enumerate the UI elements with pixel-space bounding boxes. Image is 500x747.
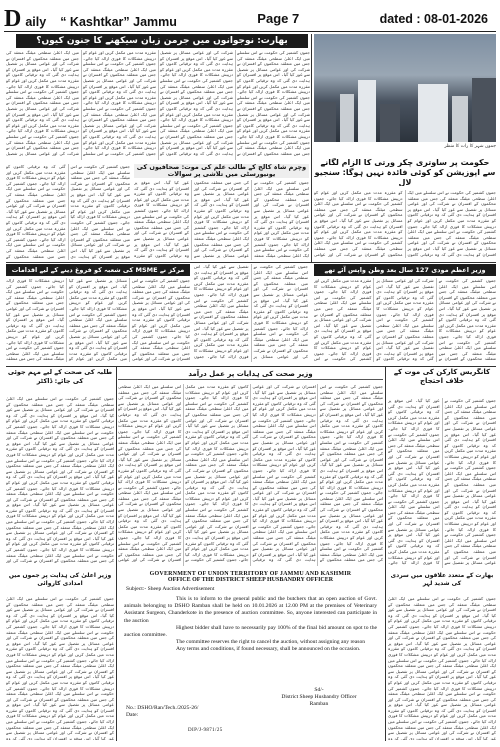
masthead [4, 6, 496, 32]
notice-paragraph-4: Any terms and conditions, if found necessary, shall be announced on the occasion. [176, 646, 361, 653]
article-students-body: جموں کشمیر کی حکومت نے اس سلسلے میں ایک اعلیٰ سطحی میٹنگ منعقد کی جس میں متعلقہ محکموں کے افسران نے شرکت کی اور عوامی مسائل پر تفصیل سے غور کیا گیا۔ اس موقع پر افسران کو ہدایت دی گئی کہ وہ ترقیاتی کاموں کو مقررہ مدت میں مکمل کریں اور عوام کو درپیش مشکلات کا فوری ازالہ کیا جائے۔ جموں کشمیر کی حکومت نے اس سلسلے میں ایک اعلیٰ سطحی میٹنگ منعقد کی جس میں متعلقہ محکموں کے افسران نے شرکت کی اور عوامی مسائل پر تفصیل سے غور کیا گیا۔ اس موقع پر افسران کو ہدایت دی گئی کہ وہ ترقیاتی کاموں کو مقررہ مدت میں مکمل کریں اور عوام کو درپیش مشکلات کا فوری ازالہ کیا جائے۔ جموں کشمیر کی حکومت نے اس سلسلے میں ایک اعلیٰ سطحی میٹنگ منعقد کی جس میں متعلقہ محکموں کے افسران نے شرکت کی اور عوامی مسائل پر تفصیل سے غور کیا گیا۔ اس موقع پر افسران کو ہدایت دی گئی کہ وہ ترقیاتی کاموں کو مقررہ مدت میں مکمل کریں اور عوام کو درپیش مشکلات کا فوری ازالہ کیا جائے۔ جموں کشمیر کی حکومت نے اس سلسلے میں ایک اعلیٰ سطحی میٹنگ منعقد کی جس میں متعلقہ محکموں کے افسران نے شرکت کی اور عوامی مسائل پر تفصیل سے غور کیا گیا۔ اس موقع پر افسران کو ہدایت دی گئی کہ وہ ترقیاتی کاموں کو مقررہ مدت میں مکمل کریں اور عوام کو درپیش مشکلات کا فوری ازالہ کیا جائے۔ جموں کشمیر کی حکومت نے اس سلسلے میں ایک اعلیٰ سطحی میٹنگ منعقد کی جس میں متعلقہ محکموں کے افسران نے شرکت کی اور عوامی مسائل پر تفصیل سے غور کیا گیا۔ اس موقع پر افسران کو ہدایت دی گئی کہ وہ ترقیاتی کاموں کو مقررہ مدت میں مکمل کریں اور عوام کو درپیش مشکلات کا فوری ازالہ کیا جائے۔ جموں کشمیر کی حکومت نے اس سلسلے میں ایک اعلیٰ سطحی میٹنگ منعقد کی جس میں متعلقہ محکموں کے افسران نے شرکت کی اور [6, 396, 114, 564]
notice-dip-number: DIP/J-9871/25 [188, 728, 223, 733]
article-left-small-body: جموں کشمیر کی حکومت نے اس سلسلے میں ایک اعلیٰ سطحی میٹنگ منعقد کی جس میں متعلقہ محکموں کے افسران نے شرکت کی اور عوامی مسائل پر تفصیل سے غور کیا گیا۔ اس موقع پر افسران کو ہدایت دی گئی کہ وہ ترقیاتی کاموں کو مقررہ مدت میں مکمل کریں اور عوام کو درپیش مشکلات کا فوری ازالہ کیا جائے۔ جموں کشمیر کی حکومت نے اس سلسلے میں ایک اعلیٰ سطحی میٹنگ منعقد کی جس میں متعلقہ محکموں کے افسران نے شرکت کی اور عوامی مسائل پر تفصیل سے غور کیا گیا۔ اس موقع پر افسران کو ہدایت دی گئی کہ وہ ترقیاتی کاموں کو مقررہ مدت میں مکمل کریں اور عوام کو درپیش مشکلات کا فوری ازالہ کیا جائے۔ جموں کشمیر کی حکومت نے اس سلسلے میں ایک اعلیٰ سطحی میٹنگ منعقد کی جس میں متعلقہ محکموں کے افسران نے شرکت کی اور عوامی مسائل پر تفصیل سے غور کیا گیا۔ اس موقع پر افسران کو ہدایت دی گئی کہ وہ ترقیاتی کاموں کو مقررہ مدت میں مکمل کریں اور عوام کو درپیش مشکلات کا فوری ازالہ کیا جائے۔ جموں کشمیر کی حکومت نے اس سلسلے میں ایک اعلیٰ سطحی میٹنگ منعقد کی جس میں متعلقہ محکموں کے [6, 164, 130, 259]
article-lead-body: جموں کشمیر کی حکومت نے اس سلسلے میں ایک اعلیٰ سطحی میٹنگ منعقد کی جس میں متعلقہ محکموں کے افسران نے شرکت کی اور عوامی مسائل پر تفصیل سے غور کیا گیا۔ اس موقع پر افسران کو ہدایت دی گئی کہ وہ ترقیاتی کاموں کو مقررہ مدت میں مکمل کریں اور عوام کو درپیش مشکلات کا فوری ازالہ کیا جائے۔ جموں کشمیر کی حکومت نے اس سلسلے میں ایک اعلیٰ سطحی میٹنگ منعقد کی جس میں متعلقہ محکموں کے افسران نے شرکت کی اور عوامی مسائل پر تفصیل سے غور کیا گیا۔ اس موقع پر افسران کو ہدایت دی گئی کہ وہ ترقیاتی کاموں کو مقررہ مدت میں مکمل کریں اور عوام کو درپیش مشکلات کا فوری ازالہ کیا جائے۔ جموں کشمیر کی حکومت نے اس سلسلے میں ایک اعلیٰ سطحی میٹنگ منعقد کی جس میں متعلقہ محکموں کے افسران نے شرکت کی اور عوامی مسائل پر تفصیل سے غور کیا گیا۔ اس موقع پر افسران کو ہدایت دی گئی کہ وہ ترقیاتی کاموں کو مقررہ مدت میں مکمل کریں اور عوام کو درپیش مشکلات کا فوری ازالہ کیا جائے۔ جموں کشمیر کی حکومت نے اس سلسلے میں ایک اعلیٰ سطحی میٹنگ منعقد کی جس میں متعلقہ محکموں کے افسران نے شرکت کی اور عوامی مسائل پر تفصیل سے غور کیا گیا۔ اس موقع پر افسران کو ہدایت دی گئی کہ وہ ترقیاتی کاموں کو مقررہ مدت میں مکمل کریں اور عوام کو درپیش مشکلات کا فوری ازالہ کیا جائے۔ جموں کشمیر کی حکومت نے اس سلسلے میں ایک اعلیٰ سطحی میٹنگ منعقد کی جس میں متعلقہ محکموں کے افسران نے شرکت کی اور عوامی مسائل پر تفصیل سے غور کیا گیا۔ اس موقع پر افسران کو ہدایت دی گئی کہ وہ ترقیاتی کاموں کو مقررہ مدت میں مکمل کریں اور عوام کو درپیش مشکلات کا فوری ازالہ کیا جائے۔ جموں کشمیر کی حکومت نے اس سلسلے میں ایک اعلیٰ سطحی میٹنگ منعقد کی جس میں متعلقہ محکموں کے افسران نے شرکت کی اور عوامی مسائل پر تفصیل سے غور کیا گیا۔ اس موقع پر افسران کو ہدایت دی گئی کہ وہ ترقیاتی کاموں کو مقررہ مدت میں مکمل کریں اور عوام کو درپیش مشکلات کا فوری ازالہ کیا جائے۔ جموں کشمیر کی حکومت نے اس سلسلے میں ایک اعلیٰ سطحی میٹنگ منعقد کی جس میں متعلقہ محکموں کے افسران نے شرکت کی اور عوامی مسائل پر تفصیل سے غور کیا گیا۔ اس موقع پر افسران کو ہدایت دی گئی کہ وہ ترقیاتی کاموں کو مقررہ مدت میں مکمل کریں اور عوام کو درپیش مشکلات کا فوری ازالہ کیا جائے۔ جموں کشمیر کی حکومت نے اس سلسلے میں ایک اعلیٰ سطحی میٹنگ منعقد کی جس میں متعلقہ محکموں کے افسران نے شرکت کی اور عوامی مسائل پر تفصیل سے غور کیا گیا۔ اس موقع پر افسران کو ہدایت دی گئی کہ وہ ترقیاتی کاموں کو مقررہ مدت میں مکمل کریں اور عوام کو درپیش مشکلات کا فوری ازالہ کیا جائے۔ جموں کشمیر کی حکومت نے اس سلسلے میں ایک اعلیٰ سطحی میٹنگ منعقد کی جس میں متعلقہ محکموں کے افسران نے شرکت کی اور عوامی مسائل پر تفصیل سے غور کیا گیا۔ اس موقع پر افسران کو ہدایت دی گئی کہ وہ ترقیاتی کاموں کو مقررہ مدت میں مکمل کریں اور عوام کو درپیش مشکلات کا فوری ازالہ کیا جائے۔ جموں کشمیر کی حکومت نے اس سلسلے میں ایک اعلیٰ سطحی میٹنگ منعقد کی جس میں متعلقہ محکموں کے افسران نے شرکت کی اور عوامی مسائل پر تفصیل [6, 50, 310, 156]
headline-health: وزیر صحت کی ہدایات پر عمل درآمد [118, 368, 383, 380]
auction-notice [118, 571, 383, 739]
notice-date: Date: [126, 712, 139, 719]
notice-paragraph-1: This is to inform to the general public and the butchers that an open auction of Govt. animals belonging to DSHO Ramban shall be held on 10.01.2026 at 12.00 PM at the premises of Veterinary Assistant Surgeon, Chanderkote in the presence of auction committee. So, anyone interested can participate in the auction [124, 596, 377, 624]
notice-paragraph-3: The committee reserves the right to cancel the auction, without assigning any reason [176, 639, 366, 646]
headline-congress: کانگریس کارکن کی موت کے خلاف احتجاج [393, 368, 491, 385]
article-jammu-relief-body: جموں کشمیر کی حکومت نے اس سلسلے میں ایک اعلیٰ سطحی میٹنگ منعقد کی جس میں متعلقہ محکموں کے افسران نے شرکت کی اور عوامی مسائل پر تفصیل سے غور کیا گیا۔ اس موقع پر افسران کو ہدایت دی گئی کہ وہ ترقیاتی کاموں کو مقررہ مدت میں مکمل کریں اور عوام کو درپیش مشکلات کا فوری ازالہ کیا جائے۔ جموں کشمیر کی حکومت نے اس سلسلے میں ایک اعلیٰ سطحی میٹنگ منعقد کی جس میں متعلقہ محکموں کے افسران نے شرکت کی اور عوامی مسائل پر تفصیل سے غور کیا گیا۔ اس موقع پر افسران کو ہدایت دی گئی کہ وہ ترقیاتی کاموں کو مقررہ مدت میں مکمل کریں اور عوام کو درپیش مشکلات کا فوری ازالہ کیا جائے۔ جموں کشمیر کی حکومت نے اس سلسلے میں ایک اعلیٰ سطحی میٹنگ منعقد کی جس میں متعلقہ محکموں کے افسران نے شرکت کی اور عوامی مسائل پر تفصیل سے غور کیا گیا۔ اس موقع پر افسران کو ہدایت دی گئی کہ وہ ترقیاتی کاموں کو مقررہ مدت میں مکمل کریں اور عوام کو درپیش مشکلات کا فوری ازالہ کیا جائے۔ جموں کشمیر کی حکومت نے اس سلسلے میں ایک اعلیٰ سطحی میٹنگ منعقد کی جس میں متعلقہ محکموں کے افسران نے شرکت کی اور عوامی مسائل پر تفصیل سے غور کیا گیا۔ اس موقع پر افسران کو ہدایت دی گئی کہ وہ ترقیاتی کاموں کو مقررہ مدت میں مکمل کریں اور عوام کو درپیش مشکلات کا فوری ازالہ کیا جائے۔ جموں کشمیر کی حکومت نے اس سلسلے میں ایک اعلیٰ سطحی میٹنگ منعقد کی جس میں متعلقہ محکموں کے افسران نے شرکت کی اور عوامی مسائل پر تفصیل سے غور کیا گیا۔ اس موقع پر افسران کو ہدایت دی گئی کہ وہ [6, 596, 114, 740]
article-msme-body: جموں کشمیر کی حکومت نے اس سلسلے میں ایک اعلیٰ سطحی میٹنگ منعقد کی جس میں متعلقہ محکموں کے افسران نے شرکت کی اور عوامی مسائل پر تفصیل سے غور کیا گیا۔ اس موقع پر افسران کو ہدایت دی گئی کہ وہ ترقیاتی کاموں کو مقررہ مدت میں مکمل کریں اور عوام کو درپیش مشکلات کا فوری ازالہ کیا جائے۔ جموں کشمیر کی حکومت نے اس سلسلے میں ایک اعلیٰ سطحی میٹنگ منعقد کی جس میں متعلقہ محکموں کے افسران نے شرکت کی اور عوامی مسائل پر تفصیل سے غور کیا گیا۔ اس موقع پر افسران کو ہدایت دی گئی کہ وہ ترقیاتی کاموں کو مقررہ مدت میں مکمل کریں اور عوام کو درپیش مشکلات کا فوری ازالہ کیا جائے۔ جموں کشمیر کی حکومت نے اس سلسلے میں ایک اعلیٰ سطحی میٹنگ منعقد کی جس میں متعلقہ محکموں کے افسران نے شرکت کی اور عوامی مسائل پر تفصیل سے غور کیا گیا۔ اس موقع پر افسران کو ہدایت دی گئی کہ وہ ترقیاتی کاموں کو مقررہ مدت میں مکمل کریں اور عوام کو درپیش مشکلات کا فوری ازالہ کیا جائے۔ جموں کشمیر کی حکومت نے اس سلسلے میں ایک اعلیٰ سطحی میٹنگ منعقد کی جس میں متعلقہ محکموں کے افسران نے شرکت کی اور عوامی مسائل پر تفصیل سے غور کیا گیا۔ اس موقع پر افسران کو ہدایت دی گئی کہ وہ ترقیاتی کاموں کو مقررہ مدت میں مکمل کریں اور عوام کو درپیش مشکلات کا فوری ازالہ کیا جائے۔ جموں کشمیر کی حکومت نے اس سلسلے میں ایک اعلیٰ سطحی میٹنگ منعقد کی جس میں متعلقہ [6, 278, 190, 362]
headline-sanjeev: حکومت پر ساوتری چکر ورتی کا الزام لگانے سے اپوزیشن کو کوئی فائدہ نہیں ہوگا: سنجیو لال [314, 158, 496, 186]
headline-cold-wave: بھارت کے متعدد علاقوں میں سردی کی شدید لہر [390, 572, 494, 587]
page-number: Page 7 [257, 11, 300, 26]
article-modi-body: جموں کشمیر کی حکومت نے اس سلسلے میں ایک اعلیٰ سطحی میٹنگ منعقد کی جس میں متعلقہ محکموں کے افسران نے شرکت کی اور عوامی مسائل پر تفصیل سے غور کیا گیا۔ اس موقع پر افسران کو ہدایت دی گئی کہ وہ ترقیاتی کاموں کو مقررہ مدت میں مکمل کریں اور عوام کو درپیش مشکلات کا فوری ازالہ کیا جائے۔ جموں کشمیر کی حکومت نے اس سلسلے میں ایک اعلیٰ سطحی میٹنگ منعقد کی جس میں متعلقہ محکموں کے افسران نے شرکت کی اور عوامی مسائل پر تفصیل سے غور کیا گیا۔ اس موقع پر افسران کو ہدایت دی گئی کہ وہ ترقیاتی کاموں کو مقررہ مدت میں مکمل کریں اور عوام کو درپیش مشکلات کا فوری ازالہ کیا جائے۔ جموں کشمیر کی حکومت نے اس سلسلے میں ایک اعلیٰ سطحی میٹنگ منعقد کی جس میں متعلقہ محکموں کے افسران نے شرکت کی اور عوامی مسائل پر تفصیل سے غور کیا گیا۔ اس موقع پر افسران کو ہدایت دی گئی کہ وہ ترقیاتی کاموں کو مقررہ مدت میں مکمل کریں اور عوام کو درپیش مشکلات کا فوری ازالہ کیا جائے۔ جموں کشمیر کی حکومت نے اس سلسلے میں ایک اعلیٰ سطحی میٹنگ منعقد کی جس میں متعلقہ محکموں کے افسران نے شرکت کی اور عوامی مسائل پر تفصیل سے غور کیا گیا۔ اس موقع پر افسران کو ہدایت دی گئی کہ وہ ترقیاتی کاموں کو مقررہ مدت میں مکمل کریں اور عوام کو درپیش مشکلات کا فوری ازالہ کیا جائے۔ جموں کشمیر کی حکومت نے اس [314, 278, 496, 362]
headline-lead: بھارت: نوجوانوں میں جرمن زبان سیکھنے کا جنون کیوں؟ [16, 34, 308, 48]
article-middle-body: جموں کشمیر کی حکومت نے اس سلسلے میں ایک اعلیٰ سطحی میٹنگ منعقد کی جس میں متعلقہ محکموں کے افسران نے شرکت کی اور عوامی مسائل پر تفصیل سے غور کیا گیا۔ اس موقع پر افسران کو ہدایت دی گئی کہ وہ ترقیاتی کاموں کو مقررہ مدت میں مکمل کریں اور عوام کو درپیش مشکلات کا فوری ازالہ کیا جائے۔ جموں کشمیر کی حکومت نے اس سلسلے میں ایک اعلیٰ سطحی میٹنگ منعقد کی جس میں متعلقہ محکموں کے افسران نے شرکت کی اور عوامی مسائل پر تفصیل سے غور کیا گیا۔ اس موقع پر افسران کو ہدایت دی گئی کہ وہ ترقیاتی کاموں کو مقررہ مدت میں مکمل کریں اور عوام کو درپیش مشکلات کا فوری ازالہ کیا جائے۔ جموں کشمیر کی حکومت نے اس سلسلے میں ایک اعلیٰ سطحی میٹنگ منعقد کی جس میں متعلقہ محکموں کے افسران نے شرکت کی اور عوامی مسائل پر تفصیل سے غور کیا گیا۔ اس موقع پر افسران کو ہدایت دی گئی کہ وہ ترقیاتی کاموں کو مقررہ مدت میں مکمل کریں اور عوام کو درپیش مشکلات کا فوری ازالہ کیا جائے۔ جموں [194, 264, 308, 359]
notice-paragraph-2: Highest bidder shall have to necessarily pay 100% of the final bid amount on spot to the auction committee. [124, 624, 377, 639]
notice-government: GOVERNMENT OF UNION TERRITORY OF JAMMU AND KASHMIR [149, 571, 352, 577]
headline-msme: مرکز نے MSME کی شعبہ کو فروغ دینے کے لیے اقدامات [6, 264, 190, 276]
notice-office: OFFICE OF THE DISTRICT SHEEP HUSBANDRY OFFICER [167, 577, 334, 583]
headline-students: طلبہ کی صحت کے لیے مہم جوئی کی جائے: ڈاکٹر [7, 368, 113, 385]
photo-caption: جموں شہر کا رات کا منظر [444, 144, 496, 149]
article-vichram-body: جموں کشمیر کی حکومت نے اس سلسلے میں ایک اعلیٰ سطحی میٹنگ منعقد کی جس میں متعلقہ محکموں کے افسران نے شرکت کی اور عوامی مسائل پر تفصیل سے غور کیا گیا۔ اس موقع پر افسران کو ہدایت دی گئی کہ وہ ترقیاتی کاموں کو مقررہ مدت میں مکمل کریں اور عوام کو درپیش مشکلات کا فوری ازالہ کیا جائے۔ جموں کشمیر کی حکومت نے اس سلسلے میں ایک اعلیٰ سطحی میٹنگ منعقد کی جس میں متعلقہ محکموں کے افسران نے شرکت کی اور عوامی مسائل پر تفصیل سے غور کیا گیا۔ اس موقع پر افسران کو ہدایت دی گئی کہ وہ ترقیاتی کاموں کو مقررہ مدت میں مکمل کریں اور عوام کو درپیش مشکلات کا فوری ازالہ کیا جائے۔ جموں کشمیر کی حکومت نے اس سلسلے میں ایک اعلیٰ سطحی میٹنگ منعقد کی جس میں متعلقہ محکموں کے افسران نے شرکت کی اور عوامی مسائل پر تفصیل سے غور کیا گیا۔ اس موقع پر افسران کو ہدایت دی گئی کہ وہ ترقیاتی کاموں کو مقررہ مدت میں مکمل کریں اور عوام کو درپیش مشکلات کا فوری ازالہ کیا جائے۔ جموں کشمیر کی حکومت نے اس سلسلے میں ایک اعلیٰ سطحی میٹنگ منعقد کی جس میں متعلقہ محکموں کے افسران نے شرکت کی اور عوامی مسائل پر تفصیل سے غور کیا گیا۔ اس موقع پر افسران کو ہدایت دی گئی کہ وہ ترقیاتی کاموں کو مقررہ [134, 180, 309, 258]
article-health-body: جموں کشمیر کی حکومت نے اس سلسلے میں ایک اعلیٰ سطحی میٹنگ منعقد کی جس میں متعلقہ محکموں کے افسران نے شرکت کی اور عوامی مسائل پر تفصیل سے غور کیا گیا۔ اس موقع پر افسران کو ہدایت دی گئی کہ وہ ترقیاتی کاموں کو مقررہ مدت میں مکمل کریں اور عوام کو درپیش مشکلات کا فوری ازالہ کیا جائے۔ جموں کشمیر کی حکومت نے اس سلسلے میں ایک اعلیٰ سطحی میٹنگ منعقد کی جس میں متعلقہ محکموں کے افسران نے شرکت کی اور عوامی مسائل پر تفصیل سے غور کیا گیا۔ اس موقع پر افسران کو ہدایت دی گئی کہ وہ ترقیاتی کاموں کو مقررہ مدت میں مکمل کریں اور عوام کو درپیش مشکلات کا فوری ازالہ کیا جائے۔ جموں کشمیر کی حکومت نے اس سلسلے میں ایک اعلیٰ سطحی میٹنگ منعقد کی جس میں متعلقہ محکموں کے افسران نے شرکت کی اور عوامی مسائل پر تفصیل سے غور کیا گیا۔ اس موقع پر افسران کو ہدایت دی گئی کہ وہ ترقیاتی کاموں کو مقررہ مدت میں مکمل کریں اور عوام کو درپیش مشکلات کا فوری ازالہ کیا جائے۔ جموں کشمیر کی حکومت نے اس سلسلے میں ایک اعلیٰ سطحی میٹنگ منعقد کی جس میں متعلقہ محکموں کے افسران نے شرکت کی اور عوامی مسائل پر تفصیل سے غور کیا گیا۔ اس موقع پر افسران کو ہدایت دی گئی کہ وہ ترقیاتی کاموں کو مقررہ مدت میں مکمل کریں اور عوام کو درپیش مشکلات کا فوری ازالہ کیا جائے۔ جموں کشمیر کی حکومت نے اس سلسلے میں ایک اعلیٰ سطحی میٹنگ منعقد کی جس میں متعلقہ محکموں کے افسران نے شرکت کی اور عوامی مسائل پر تفصیل سے غور کیا گیا۔ اس موقع پر افسران کو ہدایت دی گئی کہ وہ ترقیاتی کاموں کو مقررہ مدت میں مکمل کریں اور عوام کو درپیش مشکلات کا فوری ازالہ کیا جائے۔ جموں کشمیر کی حکومت نے اس سلسلے میں ایک اعلیٰ سطحی میٹنگ منعقد کی جس میں متعلقہ محکموں کے افسران نے شرکت کی اور عوامی مسائل پر تفصیل سے غور کیا گیا۔ اس موقع پر افسران کو ہدایت دی گئی کہ وہ ترقیاتی کاموں کو مقررہ مدت میں مکمل کریں اور عوام کو درپیش مشکلات کا فوری ازالہ کیا جائے۔ جموں کشمیر کی حکومت نے اس سلسلے میں ایک اعلیٰ سطحی میٹنگ منعقد کی جس میں متعلقہ محکموں کے افسران نے شرکت کی اور عوامی مسائل پر تفصیل سے غور کیا گیا۔ اس موقع پر افسران کو ہدایت دی گئی کہ وہ ترقیاتی کاموں کو مقررہ مدت میں مکمل کریں اور عوام کو درپیش مشکلات کا فوری ازالہ کیا جائے۔ جموں کشمیر کی حکومت نے اس سلسلے میں ایک اعلیٰ سطحی میٹنگ منعقد کی جس میں متعلقہ محکموں کے افسران نے شرکت کی اور عوامی مسائل پر تفصیل سے غور کیا گیا۔ اس موقع پر افسران کو ہدایت دی گئی کہ وہ ترقیاتی کاموں کو مقررہ مدت میں مکمل کریں اور عوام کو درپیش مشکلات کا فوری ازالہ کیا جائے۔ جموں کشمیر کی حکومت نے اس سلسلے میں ایک اعلیٰ سطحی میٹنگ منعقد کی جس میں متعلقہ محکموں کے افسران نے شرکت کی اور عوامی مسائل پر تفصیل سے غور کیا گیا۔ اس موقع پر افسران کو ہدایت دی گئی کہ وہ ترقیاتی کاموں کو مقررہ مدت میں مکمل کریں اور عوام کو درپیش مشکلات کا فوری ازالہ کیا جائے۔ جموں کشمیر کی حکومت نے اس سلسلے میں ایک اعلیٰ سطحی میٹنگ منعقد کی جس میں متعلقہ محکموں کے افسران نے شرکت کی اور عوامی مسائل پر تفصیل سے غور کیا گیا۔ اس موقع پر افسران کو ہدایت دی گئی کہ وہ ترقیاتی کاموں کو مقررہ مدت میں مکمل کریں اور عوام کو درپیش مشکلات کا فوری ازالہ کیا جائے۔ جموں کشمیر کی حکومت نے اس سلسلے میں ایک اعلیٰ سطحی میٹنگ منعقد کی جس میں متعلقہ محکموں کے افسران نے شرکت کی اور عوامی مسائل پر تفصیل سے غور کیا گیا۔ اس موقع پر افسران کو ہدایت دی گئی کہ وہ ترقیاتی کاموں کو مقررہ مدت میں مکمل کریں اور عوام کو درپیش مشکلات کا فوری ازالہ کیا جائے۔ جموں کشمیر کی حکومت نے اس سلسلے میں ایک اعلیٰ سطحی میٹنگ منعقد کی جس میں متعلقہ محکموں کے افسران نے شرکت کی اور عوامی مسائل پر تفصیل سے غور کیا گیا۔ اس موقع پر افسران کو ہدایت دی گئی کہ وہ ترقیاتی کاموں کو مقررہ مدت میں مکمل کریں اور عوام کو درپیش مشکلات کا فوری ازالہ کیا جائے۔ جموں کشمیر کی حکومت نے اس سلسلے میں ایک اعلیٰ سطحی میٹنگ منعقد کی جس میں متعلقہ محکموں کے افسران نے شرکت کی اور عوامی مسائل پر تفصیل سے غور کیا گیا۔ اس موقع پر افسران کو ہدایت دی گئی کہ وہ ترقیاتی کاموں کو مقررہ مدت میں مکمل کریں اور عوام کو درپیش مشکلات کا فوری ازالہ کیا جائے۔ جموں کشمیر کی حکومت نے اس سلسلے میں ایک اعلیٰ سطحی میٹنگ منعقد کی جس میں متعلقہ محکموں کے افسران نے شرکت کی اور عوامی [118, 384, 383, 563]
article-congress-body: جموں کشمیر کی حکومت نے اس سلسلے میں ایک اعلیٰ سطحی میٹنگ منعقد کی جس میں متعلقہ محکموں کے افسران نے شرکت کی اور عوامی مسائل پر تفصیل سے غور کیا گیا۔ اس موقع پر افسران کو ہدایت دی گئی کہ وہ ترقیاتی کاموں کو مقررہ مدت میں مکمل کریں اور عوام کو درپیش مشکلات کا فوری ازالہ کیا جائے۔ جموں کشمیر کی حکومت نے اس سلسلے میں ایک اعلیٰ سطحی میٹنگ منعقد کی جس میں متعلقہ محکموں کے افسران نے شرکت کی اور عوامی مسائل پر تفصیل سے غور کیا گیا۔ اس موقع پر افسران کو ہدایت دی گئی کہ وہ ترقیاتی کاموں کو مقررہ مدت میں مکمل کریں اور عوام کو درپیش مشکلات کا فوری ازالہ کیا جائے۔ جموں کشمیر کی حکومت نے اس سلسلے میں ایک اعلیٰ سطحی میٹنگ منعقد کی جس میں متعلقہ محکموں کے افسران نے شرکت کی اور عوامی مسائل پر تفصیل سے غور کیا گیا۔ اس موقع پر افسران کو ہدایت دی گئی کہ وہ ترقیاتی کاموں کو مقررہ مدت میں مکمل کریں اور عوام کو درپیش مشکلات کا فوری ازالہ کیا جائے۔ جموں کشمیر کی حکومت نے اس سلسلے میں ایک اعلیٰ سطحی میٹنگ منعقد کی جس میں متعلقہ محکموں کے افسران نے شرکت کی اور عوامی مسائل پر تفصیل سے غور کیا گیا۔ اس موقع پر افسران کو ہدایت دی گئی کہ وہ ترقیاتی کاموں کو مقررہ مدت میں مکمل کریں اور عوام کو درپیش مشکلات کا فوری ازالہ کیا جائے۔ جموں کشمیر کی حکومت نے اس سلسلے میں ایک اعلیٰ سطحی میٹنگ منعقد کی جس میں متعلقہ محکموں کے افسران نے شرکت کی اور عوامی مسائل پر تفصیل سے غور کیا گیا۔ اس موقع پر افسران کو ہدایت دی گئی کہ وہ ترقیاتی کاموں کو مقررہ مدت میں مکمل کریں اور عوام کو درپیش مشکلات کا فوری ازالہ کیا جائے۔ [388, 398, 496, 566]
notice-reference [126, 705, 198, 719]
notice-sd: Sd/- [314, 687, 324, 693]
masthead-paper-name: “ Kashtkar” Jammu [60, 14, 177, 29]
city-night-photo [314, 34, 496, 142]
headline-jammu-relief: وزیر اعلیٰ کی ہدایت پر جموں میں امدادی کاروائی [8, 572, 112, 587]
notice-signature [259, 687, 379, 708]
notice-number: No.: DSHO/Ran/Tech./2025-26/ [126, 705, 199, 711]
masthead-left [4, 7, 177, 31]
headline-vichram: وچرم شاہ کالج کے طالب علم کی موت: صحافیوں کی یونیورسٹی میں تلاشی پر سوالات [134, 164, 309, 178]
article-sanjeev-body: جموں کشمیر کی حکومت نے اس سلسلے میں ایک اعلیٰ سطحی میٹنگ منعقد کی جس میں متعلقہ محکموں کے افسران نے شرکت کی اور عوامی مسائل پر تفصیل سے غور کیا گیا۔ اس موقع پر افسران کو ہدایت دی گئی کہ وہ ترقیاتی کاموں کو مقررہ مدت میں مکمل کریں اور عوام کو درپیش مشکلات کا فوری ازالہ کیا جائے۔ جموں کشمیر کی حکومت نے اس سلسلے میں ایک اعلیٰ سطحی میٹنگ منعقد کی جس میں متعلقہ محکموں کے افسران نے شرکت کی اور عوامی مسائل پر تفصیل سے غور کیا گیا۔ اس موقع پر افسران کو ہدایت دی گئی کہ وہ ترقیاتی کاموں کو مقررہ مدت میں مکمل کریں اور عوام کو درپیش مشکلات کا فوری ازالہ کیا جائے۔ جموں کشمیر کی حکومت نے اس سلسلے میں ایک اعلیٰ سطحی میٹنگ منعقد کی جس میں متعلقہ محکموں کے افسران نے شرکت کی اور عوامی مسائل پر تفصیل سے غور کیا گیا۔ اس موقع پر افسران کو ہدایت دی گئی کہ وہ ترقیاتی کاموں کو مقررہ مدت میں مکمل کریں اور عوام کو درپیش مشکلات کا فوری ازالہ کیا جائے۔ جموں کشمیر کی حکومت نے اس سلسلے میں ایک اعلیٰ سطحی میٹنگ منعقد کی جس میں متعلقہ محکموں کے افسران نے شرکت کی اور عوامی [314, 190, 496, 257]
notice-signatory: District Sheep Husbandry Officer [281, 694, 357, 700]
issue-date: dated : 08-01-2026 [379, 11, 488, 26]
headline-modi: وزیر اعظم مودی 127 سال بعد وطن واپس آئے تھے [314, 264, 496, 276]
article-cold-wave-body: جموں کشمیر کی حکومت نے اس سلسلے میں ایک اعلیٰ سطحی میٹنگ منعقد کی جس میں متعلقہ محکموں کے افسران نے شرکت کی اور عوامی مسائل پر تفصیل سے غور کیا گیا۔ اس موقع پر افسران کو ہدایت دی گئی کہ وہ ترقیاتی کاموں کو مقررہ مدت میں مکمل کریں اور عوام کو درپیش مشکلات کا فوری ازالہ کیا جائے۔ جموں کشمیر کی حکومت نے اس سلسلے میں ایک اعلیٰ سطحی میٹنگ منعقد کی جس میں متعلقہ محکموں کے افسران نے شرکت کی اور عوامی مسائل پر تفصیل سے غور کیا گیا۔ اس موقع پر افسران کو ہدایت دی گئی کہ وہ ترقیاتی کاموں کو مقررہ مدت میں مکمل کریں اور عوام کو درپیش مشکلات کا فوری ازالہ کیا جائے۔ جموں کشمیر کی حکومت نے اس سلسلے میں ایک اعلیٰ سطحی میٹنگ منعقد کی جس میں متعلقہ محکموں کے افسران نے شرکت کی اور عوامی مسائل پر تفصیل سے غور کیا گیا۔ اس موقع پر افسران کو ہدایت دی گئی کہ وہ ترقیاتی کاموں کو مقررہ مدت میں مکمل کریں اور عوام کو درپیش مشکلات کا فوری ازالہ کیا جائے۔ جموں کشمیر کی حکومت نے اس سلسلے میں ایک اعلیٰ سطحی میٹنگ منعقد کی جس میں متعلقہ محکموں کے افسران نے شرکت کی اور عوامی مسائل پر تفصیل سے غور کیا گیا۔ اس موقع پر افسران کو ہدایت دی گئی کہ وہ ترقیاتی کاموں کو مقررہ مدت میں مکمل کریں اور عوام کو درپیش مشکلات کا فوری ازالہ کیا جائے۔ جموں کشمیر کی حکومت نے اس سلسلے میں ایک اعلیٰ سطحی میٹنگ منعقد کی جس میں متعلقہ محکموں کے افسران نے شرکت کی اور عوامی مسائل پر تفصیل سے غور کیا گیا۔ اس موقع پر افسران کو ہدایت دی گئی کہ وہ [388, 596, 496, 740]
notice-subject: Subject:- Sheep Auction Advertisement [126, 586, 215, 592]
masthead-daily: aily [25, 14, 47, 29]
notice-signatory-place: Ramban [309, 701, 329, 707]
masthead-dropcap: D [4, 5, 22, 32]
